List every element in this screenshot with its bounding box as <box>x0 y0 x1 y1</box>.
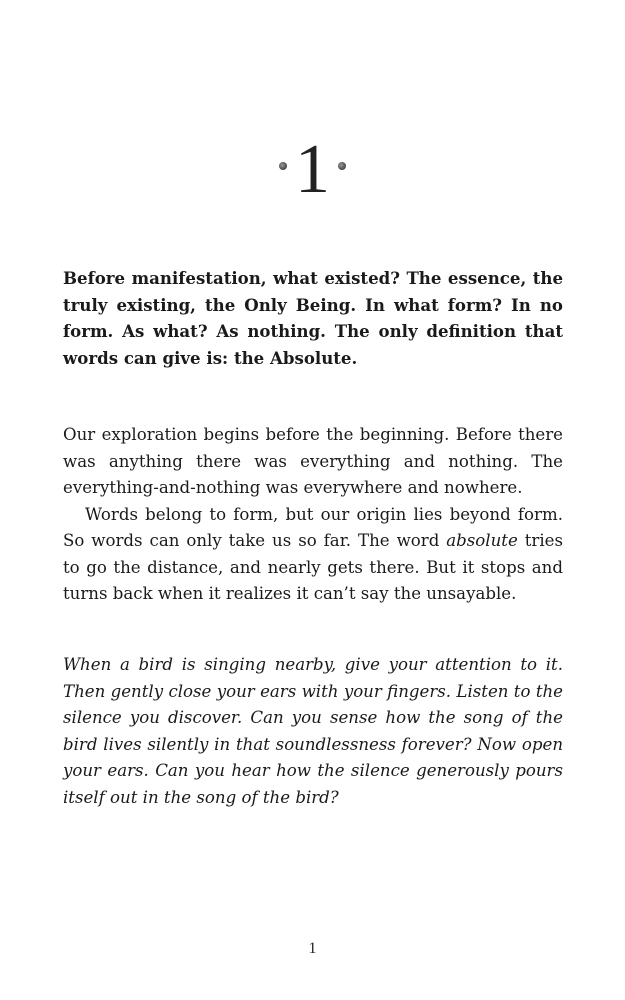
body-paragraph-2-end: tries to go the distance, and nearly gets there. But it stops and turns back when it realizes it can’t say the unsayable. <box>63 531 563 603</box>
body-text <box>63 422 563 608</box>
body-paragraph-1: Our exploration begins before the beginning. Before there was anything there was everything and nothing. The everything-and-nothing was everywhere and nowhere. <box>63 425 563 497</box>
body-paragraph-2 <box>63 502 563 608</box>
emphasized-word: absolute <box>446 531 518 550</box>
body-paragraph-2-start: Words belong to form, but our origin lies beyond form. So words can only take us so far. The word <box>63 504 563 550</box>
chapter-number: 1 <box>295 131 330 208</box>
ornament-dot-left-icon <box>279 162 287 170</box>
ornament-dot-right-icon <box>338 162 346 170</box>
chapter-heading <box>0 130 625 210</box>
epigraph: Before manifestation, what existed? The essence, the truly existing, the Only Being. In what form? In no form. As what? As nothing. The only definition that words can give is: the Absolute. <box>63 268 563 368</box>
practice-passage: When a bird is singing nearby, give your attention to it. Then gently close your ears with your fingers. Listen to the silence you discover. Can you sense how the song of the bird lives silently in that soundlessness forever? Now open your ears. Can you hear how the silence generously pours itself out in the song of the bird? <box>63 655 563 807</box>
page-number: 1 <box>308 940 317 957</box>
